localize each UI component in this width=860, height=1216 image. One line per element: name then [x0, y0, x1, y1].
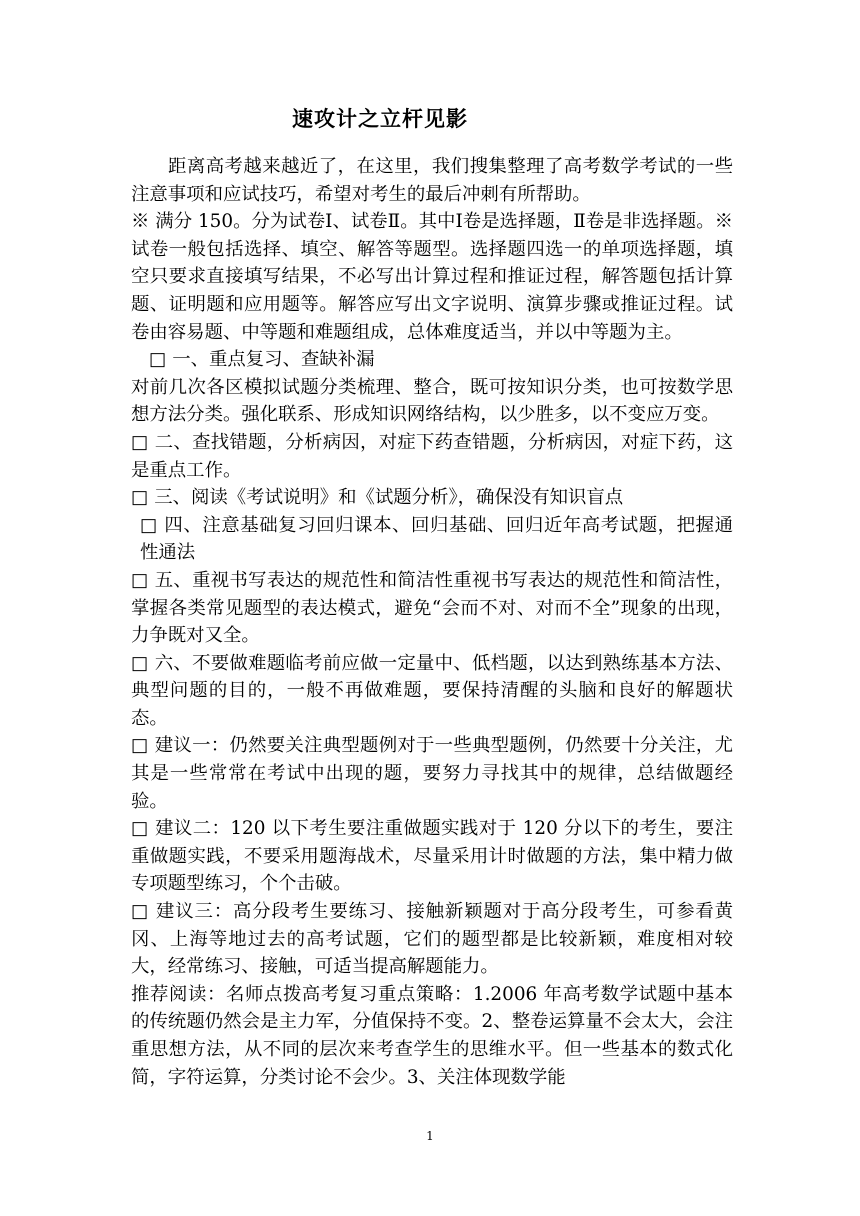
suggestion-two-paragraph: □ 建议二：120 以下考生要注重做题实践对于 120 分以下的考生，要注重做题实践，不要采用题海战术，尽量采用计时做题的方法，集中精力做专项题型练习，个个击破。 [131, 818, 733, 895]
writing-paragraph: □ 五、重视书写表达的规范性和简洁性重视书写表达的规范性和简洁性，掌握各类常见题型的表达模式，避免“会而不对、对而不全”现象的出现，力争既对又全。 [131, 569, 733, 647]
exam-structure-paragraph: ※ 满分 150。分为试卷Ⅰ、试卷Ⅱ。其中Ⅰ卷是选择题，Ⅱ卷是非选择题。※ 试卷一般包括选择、填空、解答等题型。选择题四选一的单项选择题，填空只要求直接填写结果，不必写出计算过程和推证过程，解答题包括计算题、证明题和应用题等。解答应写出文字说明、演算步骤或推证过程。试卷由容易题、中等题和难题组成，总体难度适当，并以中等题为主。 [131, 211, 733, 343]
intro-paragraph: 距离高考越来越近了，在这里，我们搜集整理了高考数学考试的一些注意事项和应试技巧，希望对考生的最后冲刺有所帮助。 [131, 156, 733, 205]
difficulty-paragraph: □ 六、不要做难题临考前应做一定量中、低档题，以达到熟练基本方法、典型问题的目的，一般不再做难题，要保持清醒的头脑和良好的解题状态。 [131, 652, 733, 729]
exam-guide-paragraph: □ 三、阅读《考试说明》和《试题分析》，确保没有知识盲点 [131, 487, 624, 509]
suggestion-three-paragraph: □ 建议三：高分段考生要练习、接触新颖题对于高分段考生，可参看黄冈、上海等地过去的高考试题，它们的题型都是比较新颖，难度相对较大，经常练习、接触，可适当提高解题能力。 [131, 901, 733, 978]
document-body [131, 153, 733, 1091]
recommended-reading-paragraph: 推荐阅读：名师点拨高考复习重点策略：1.2006 年高考数学试题中基本的传统题仍然会是主力军，分值保持不变。2、整卷运算量不会太大，会注重思想方法，从不同的层次来考查学生的思维水平。但一些基本的数式化简，字符运算，分类讨论不会少。3、关注体现数学能 [131, 983, 733, 1088]
document-title: 速攻计之立杆见影 [292, 106, 468, 131]
error-finding-paragraph: □ 二、查找错题，分析病因，对症下药查错题，分析病因，对症下药，这是重点工作。 [131, 431, 733, 481]
section-heading-review: □ 一、重点复习、查缺补漏 [149, 349, 375, 371]
review-paragraph: 对前几次各区模拟试题分类梳理、整合，既可按知识分类，也可按数学思想方法分类。强化联系、形成知识网络结构，以少胜多，以不变应万变。 [131, 376, 733, 426]
page-number: 1 [426, 1129, 434, 1143]
basics-paragraph: □ 四、注意基础复习回归课本、回归基础、回归近年高考试题，把握通性通法 [140, 514, 733, 564]
suggestion-one-paragraph: □ 建议一：仍然要关注典型题例对于一些典型题例，仍然要十分关注，尤其是一些常常在考试中出现的题，要努力寻找其中的规律，总结做题经验。 [131, 735, 733, 812]
